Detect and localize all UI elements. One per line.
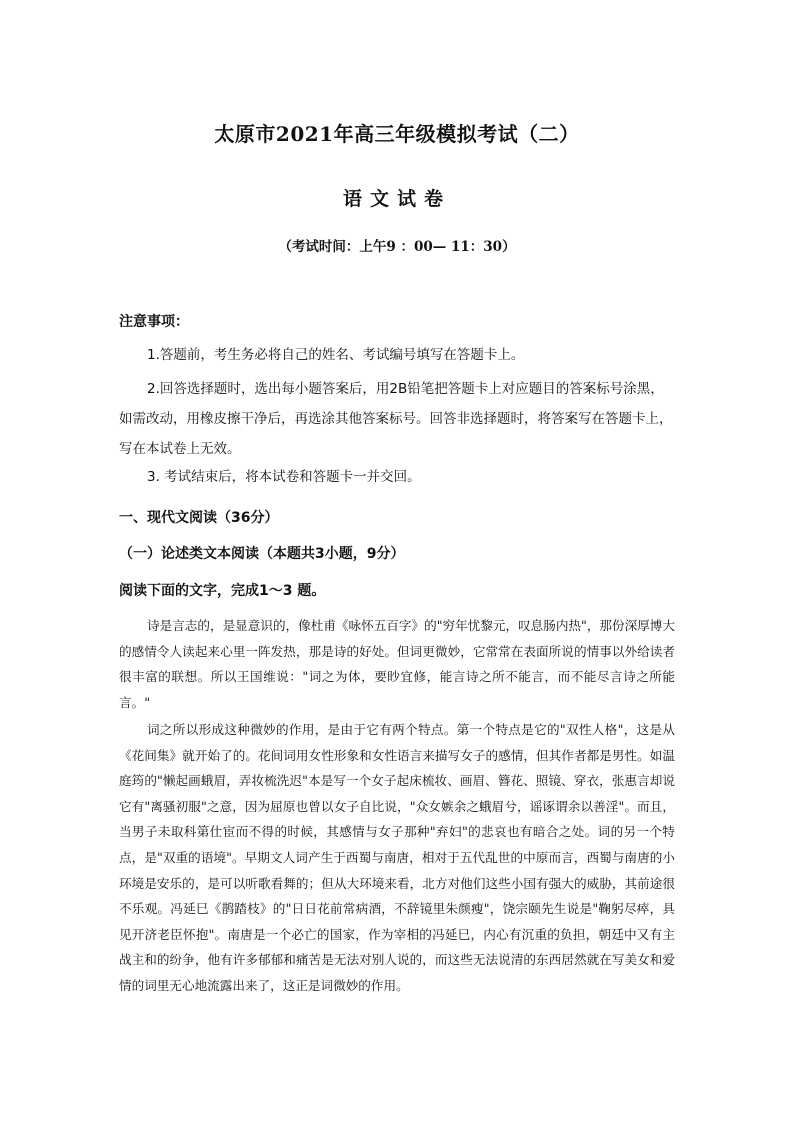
note-item-2: 2.回答选择题时，选出每小题答案后，用2B铅笔把答题卡上对应题目的答案标号涂黑，如需改动，用橡皮擦干净后，再选涂其他答案标号。回答非选择题时，将答案写在答题卡上，写在本试卷上无效。 bbox=[119, 381, 673, 457]
exam-time: （考试时间：上午9 ：00— 11：30） bbox=[278, 239, 516, 255]
section-heading: 一、现代文阅读（36分） bbox=[119, 510, 279, 526]
subsection-heading: （一）论述类文本阅读（本题共3小题，9分） bbox=[119, 546, 405, 562]
notes-heading: 注意事项： bbox=[119, 314, 189, 330]
note-item-3: 3. 考试结束后，将本试卷和答题卡一并交回。 bbox=[147, 469, 421, 485]
subject-title: 语文试卷 bbox=[342, 188, 451, 210]
exam-title: 太原市2021年高三年级模拟考试（二） bbox=[214, 122, 580, 146]
passage-paragraph-1: 诗是言志的，是显意识的，像杜甫《咏怀五百字》的"穷年忧黎元，叹息肠内热"，那份深厚博大的感情令人读起来心里一阵发热，那是诗的好处。但词更微妙，它常常在表面所说的情事以外给读者很丰富的联想。所以王国维说："词之为体，要眇宜修，能言诗之所不能言，而不能尽言诗之所能言。" bbox=[119, 618, 675, 710]
note-item-1: 1.答题前，考生务必将自己的姓名、考试编号填写在答题卡上。 bbox=[147, 347, 525, 363]
reading-instruction: 阅读下面的文字，完成1～3 题。 bbox=[119, 583, 326, 599]
passage-paragraph-2: 词之所以形成这种微妙的作用，是由于它有两个特点。第一个特点是它的"双性人格"，这是从《花间集》就开始了的。花间词用女性形象和女性语言来描写女子的感情，但其作者都是男性。如温庭筠的"懒起画蛾眉，弄妆梳洗迟"本是写一个女子起床梳妆、画眉、簪花、照镜、穿衣，张惠言却说它有"离骚初服"之意，因为屈原也曾以女子自比说，"众女嫉余之蛾眉兮，谣诼谓余以善淫"。而且，当男子未取科第仕宦而不得的时候，其感情与女子那种"弃妇"的悲哀也有暗合之处。词的另一个特点，是"双重的语境"。早期文人词产生于西蜀与南唐，相对于五代乱世的中原而言，西蜀与南唐的小环境是安乐的，是可以听歌看舞的；但从大环境来看，北方对他们这些小国有强大的威胁，其前途很不乐观。冯延巳《鹊踏枝》的"日日花前常病酒，不辞镜里朱颜瘦"，饶宗颐先生说是"鞠躬尽瘁，具见开济老臣怀抱"。南唐是一个必亡的国家，作为宰相的冯延巳，内心有沉重的负担，朝廷中又有主战主和的纷争，他有许多郁郁和痛苦是无法对别人说的，而这些无法说清的东西居然就在写美女和爱情的词里无心地流露出来了，这正是词微妙的作用。 bbox=[119, 722, 675, 993]
